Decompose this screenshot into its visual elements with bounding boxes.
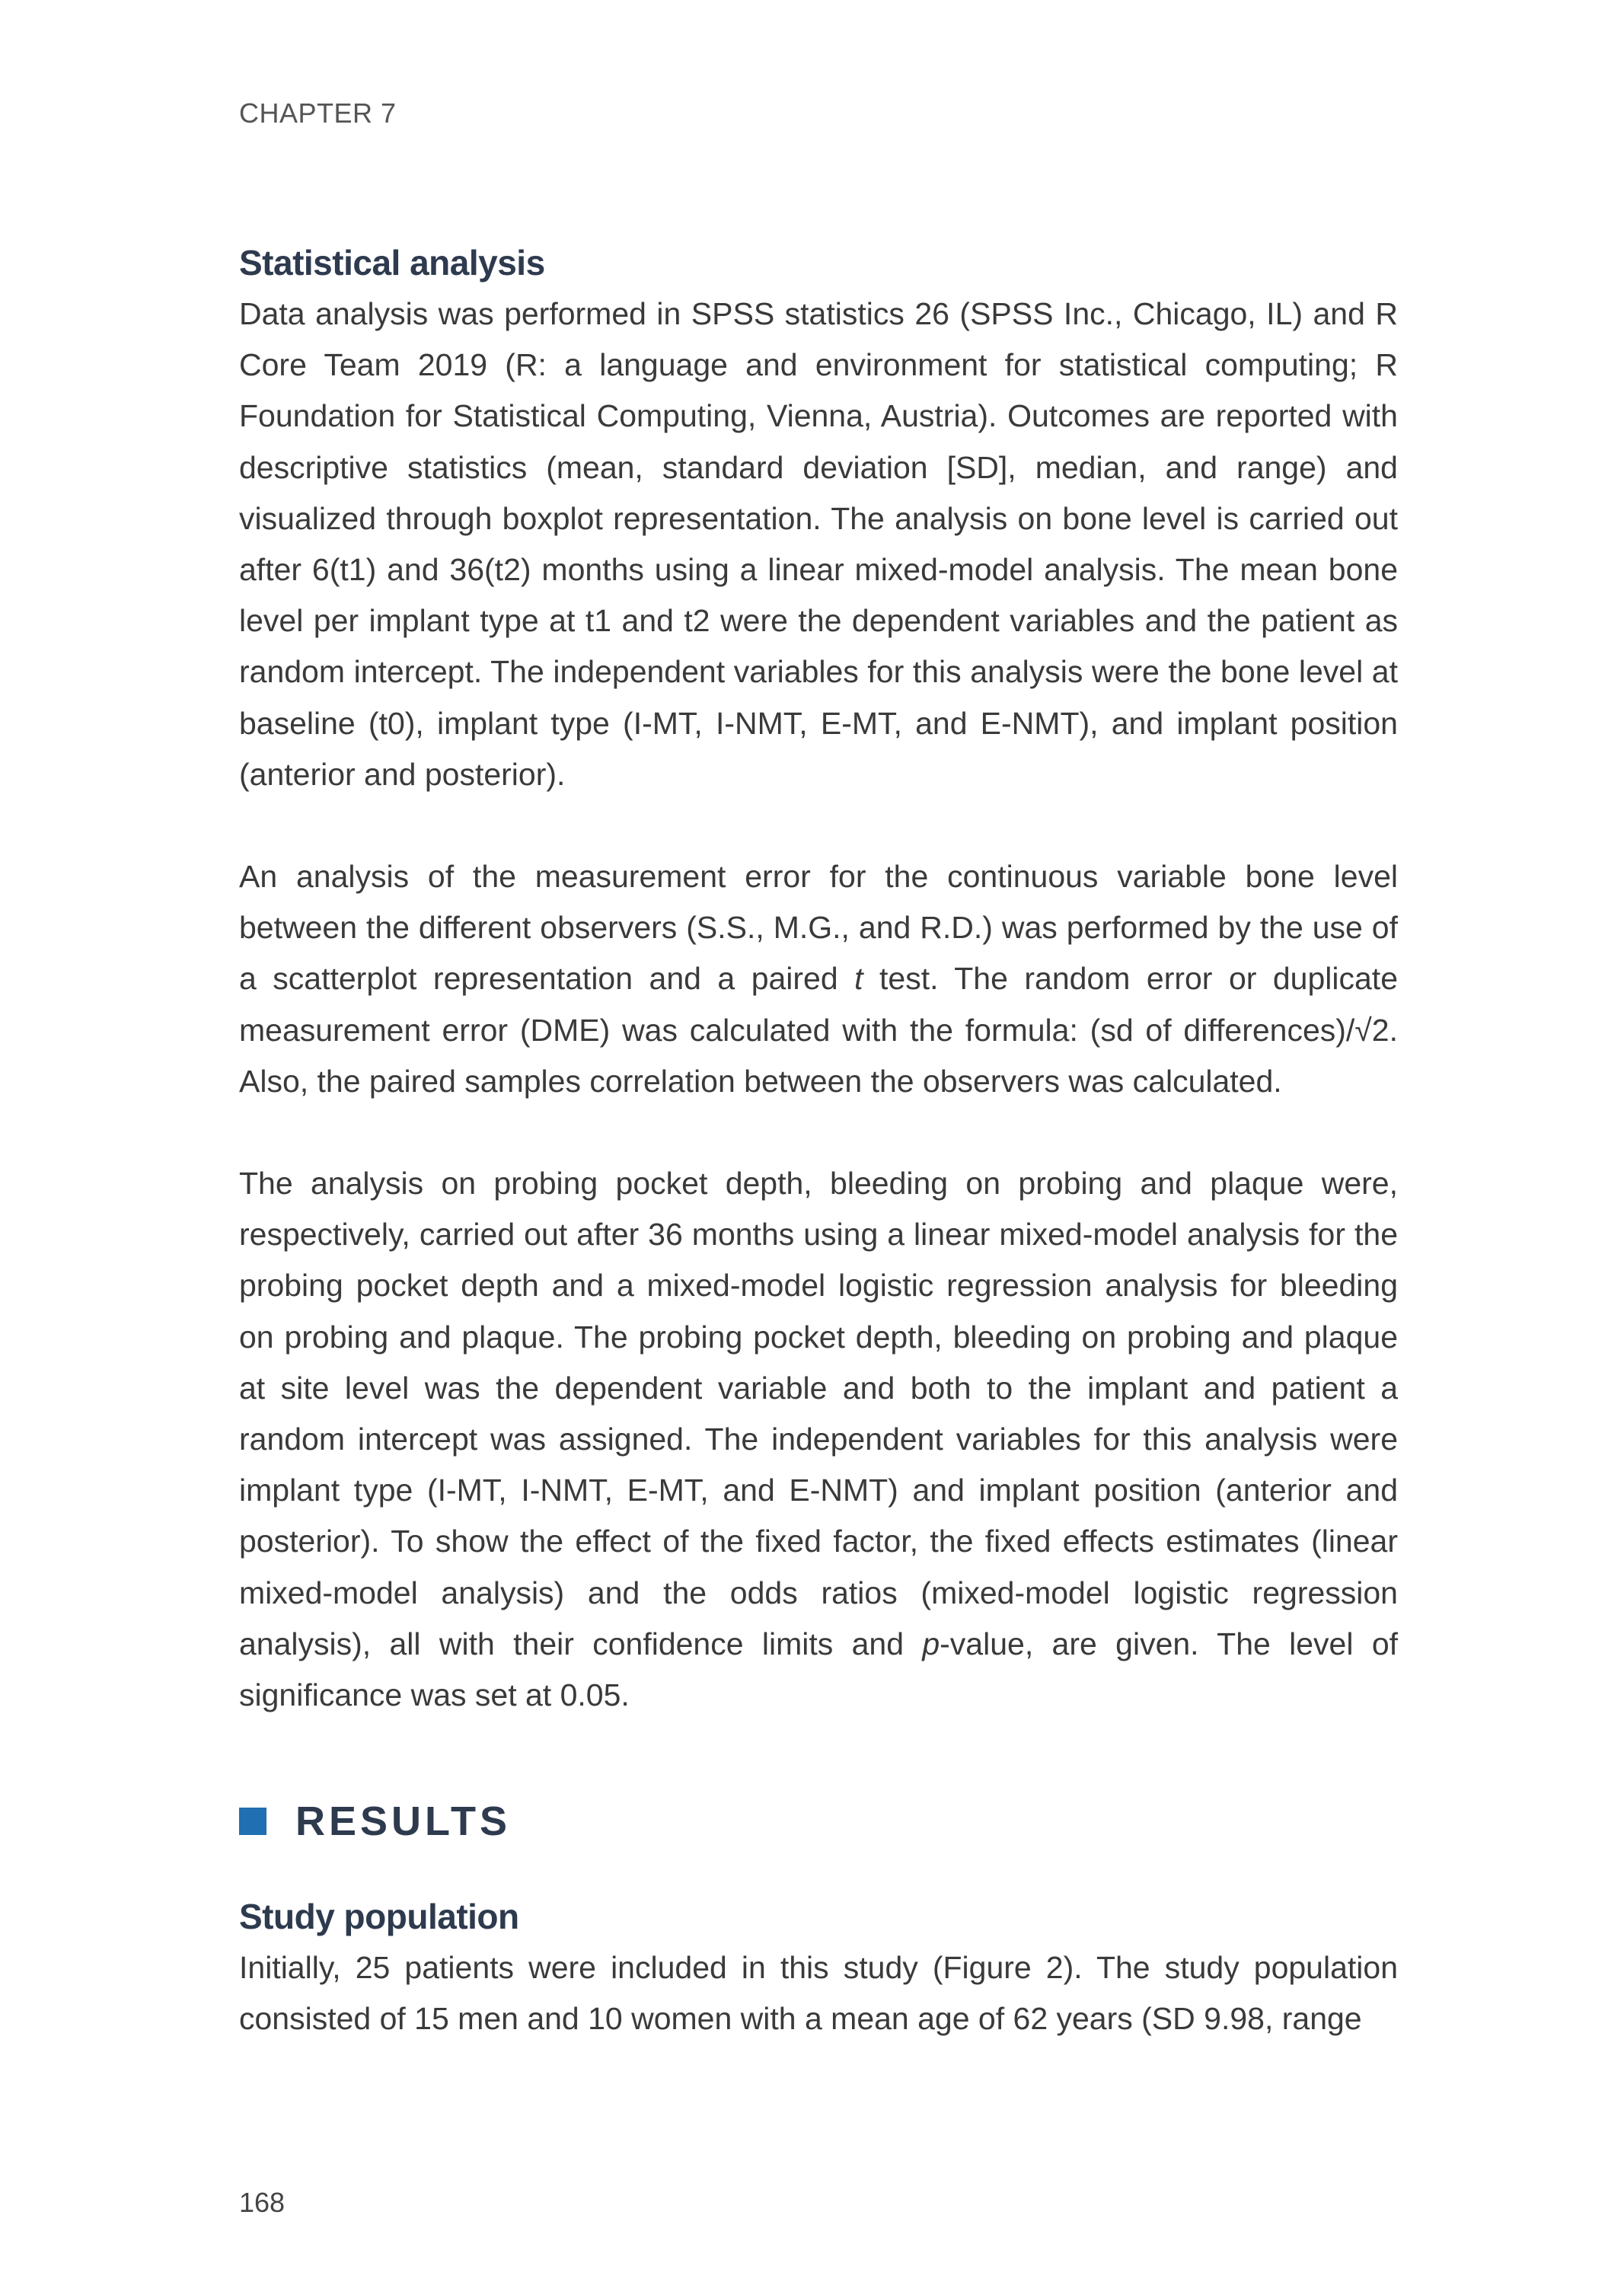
statistical-analysis-paragraph-3: The analysis on probing pocket depth, bleeding on probing and plaque were, respectively, carried out after 36 months using a linear mixed-model analysis for the probing pocket depth and a mixed-model logistic regression analysis for bleeding on probing and plaque. The probing pocket depth, bleeding on probing and plaque at site level was the dependent variable and both to the implant and patient a random intercept was assigned. The independent variables for this analysis were implant type (I-MT, I-NMT, E-MT, and E-NMT) and implant position (anterior and posterior). To show the effect of the fixed factor, the fixed effects estimates (linear mixed-model analysis) and the odds ratios (mixed-model logistic regression analysis), all with their confidence limits and p-value, are given. The level of significance was set at 0.05. [239, 1166, 1399, 1713]
t-test-italic: t [854, 961, 863, 997]
statistical-analysis-paragraph-2: An analysis of the measurement error for the continuous variable bone level between the different observers (S.S., M.G., and R.D.) was performed by the use of a scatterplot representation and a paired t test. The random error or duplicate measurement error (DME) was calculated with the formula: (sd of differences)/√2. Also, the paired samples correlation between the observers was calculated. [239, 859, 1399, 1099]
chapter-header: CHAPTER 7 [239, 97, 397, 129]
results-section-header [239, 1791, 1398, 1852]
study-population-heading: Study population [239, 1897, 519, 1937]
page-content [239, 238, 1398, 2045]
statistical-analysis-paragraph-1: Data analysis was performed in SPSS statistics 26 (SPSS Inc., Chicago, IL) and R Core Team 2019 (R: a language and environment for statistical computing; R Foundation for Statistical Computing, Vienna, Austria). Outcomes are reported with descriptive statistics (mean, standard deviation [SD], median, and range) and visualized through boxplot representation. The analysis on bone level is carried out after 6(t1) and 36(t2) months using a linear mixed-model analysis. The mean bone level per implant type at t1 and t2 were the dependent variables and the patient as random intercept. The independent variables for this analysis were the bone level at baseline (t0), implant type (I-MT, I-NMT, E-MT, and E-NMT), and implant position (anterior and posterior). [239, 296, 1398, 792]
section-square-icon [239, 1808, 266, 1835]
statistical-analysis-heading: Statistical analysis [239, 243, 545, 282]
p-value-italic: p [922, 1626, 940, 1661]
page-number: 168 [239, 2187, 286, 2218]
results-title: RESULTS [295, 1798, 512, 1845]
study-population-paragraph: Initially, 25 patients were included in this study (Figure 2). The study population consisted of 15 men and 10 women with a mean age of 62 years (SD 9.98, range [239, 1950, 1398, 2037]
